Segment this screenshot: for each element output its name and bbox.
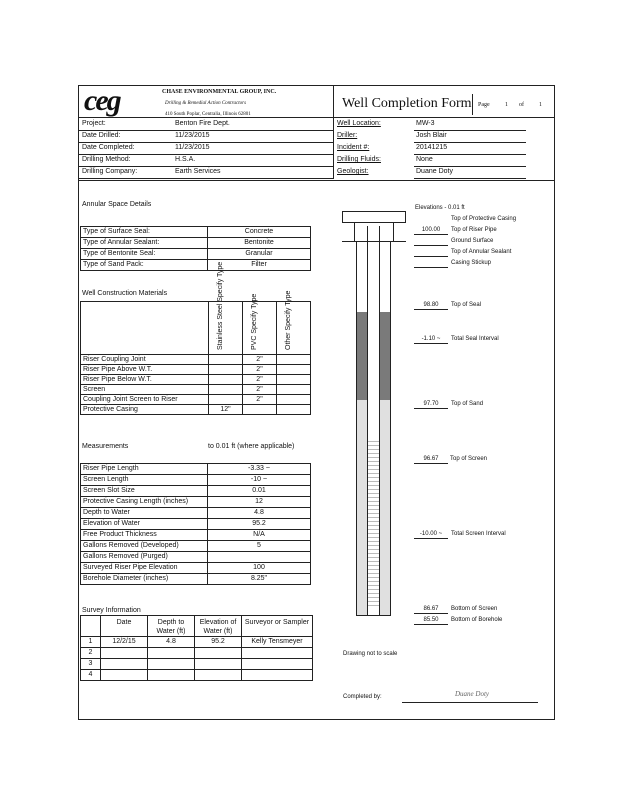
info-rule [78, 178, 333, 179]
measurement-value: 100 [207, 562, 311, 574]
survey-cell [194, 669, 242, 681]
construction-cell: 2" [242, 394, 277, 405]
company-logo: ceg [84, 84, 120, 117]
info-label: Drilling Fluids: [337, 156, 381, 163]
construction-cell: 2" [242, 354, 277, 365]
construction-row-label: Riser Coupling Joint [80, 354, 209, 365]
construction-cell: 2" [242, 364, 277, 375]
sand-pack-right [380, 400, 390, 615]
measurement-label: Surveyed Riser Pipe Elevation [80, 562, 208, 574]
measurement-value: -3.33 ~ [207, 463, 311, 475]
label-screen-interval: Total Screen Interval [451, 531, 506, 537]
measurement-value: 4.8 [207, 507, 311, 519]
survey-cell: 4.8 [147, 636, 195, 648]
info-rule [78, 166, 333, 167]
construction-header-cell [276, 301, 311, 355]
construction-row-label: Protective Casing [80, 404, 209, 415]
company-address: 410 South Poplar, Centralia, Illinois 62801 [165, 112, 251, 117]
label-seal-interval: Total Seal Interval [451, 336, 499, 342]
construction-header-text [251, 294, 259, 350]
measurement-value: 5 [207, 540, 311, 552]
label-bottom-borehole: Bottom of Borehole [451, 617, 503, 623]
measurement-label: Gallons Removed (Purged) [80, 551, 208, 563]
not-to-scale-note: Drawing not to scale [343, 651, 398, 657]
protective-casing [342, 211, 406, 223]
label-top-seal: Top of Seal [451, 302, 482, 308]
screen-interval-value: -10.00 ~ [414, 531, 448, 539]
construction-cell [276, 404, 311, 415]
info-value: Earth Services [175, 168, 221, 175]
measurement-label: Gallons Removed (Developed) [80, 540, 208, 552]
info-value: Josh Blair [416, 132, 447, 139]
info-label: Project: [82, 120, 106, 127]
bottom-screen-value: 86.67 [414, 606, 448, 614]
survey-cell [100, 669, 148, 681]
measurement-label: Riser Pipe Length [80, 463, 208, 475]
label-top-screen: Top of Screen [450, 456, 488, 462]
survey-header: Date [100, 615, 148, 637]
info-rule [414, 166, 526, 167]
measurement-value: 12 [207, 496, 311, 508]
info-value: 11/23/2015 [175, 132, 210, 139]
bottom-borehole-value: 85.50 [414, 617, 448, 625]
survey-cell: 3 [80, 658, 101, 670]
measurement-label: Screen Slot Size [80, 485, 208, 497]
info-value: 20141215 [416, 144, 448, 151]
survey-header-blank [80, 615, 101, 637]
measurements-note: to 0.01 ft (where applicable) [208, 443, 295, 450]
construction-row-label: Riser Pipe Below W.T. [80, 374, 209, 385]
construction-header-cell [242, 301, 277, 355]
survey-cell [147, 669, 195, 681]
info-label: Drilling Method: [82, 156, 131, 163]
page-of-label: of [519, 102, 524, 108]
info-rule [414, 142, 526, 143]
annular-value: Bentonite [207, 237, 311, 249]
construction-row-label: Riser Pipe Above W.T. [80, 364, 209, 375]
signature: Duane Doty [455, 690, 490, 698]
info-label: Well Location: [337, 120, 381, 127]
screen-elevation-value: 96.67 [414, 456, 448, 464]
annular-value: Concrete [207, 226, 311, 238]
info-rule [78, 154, 333, 155]
info-rule [78, 142, 333, 143]
annular-label: Type of Surface Seal: [80, 226, 208, 238]
construction-row-label: Coupling Joint Screen to Riser [80, 394, 209, 405]
annular-label: Type of Annular Sealant: [80, 237, 208, 249]
measurement-label: Protective Casing Length (inches) [80, 496, 208, 508]
annular-label: Type of Sand Pack: [80, 259, 208, 271]
survey-cell: 12/2/15 [100, 636, 148, 648]
info-value: Duane Doty [416, 168, 453, 175]
measurement-label: Borehole Diameter (inches) [80, 573, 208, 585]
completed-by-label: Completed by: [343, 694, 382, 700]
measurement-label: Elevation of Water [80, 518, 208, 530]
annular-label: Type of Bentonite Seal: [80, 248, 208, 260]
info-label: Date Drilled: [82, 132, 121, 139]
page-number: 1 [505, 102, 508, 108]
construction-row-label: Screen [80, 384, 209, 395]
survey-cell: Kelly Tensmeyer [241, 636, 313, 648]
measurement-value: 95.2 [207, 518, 311, 530]
well-screen [368, 438, 379, 608]
construction-header-blank [80, 301, 209, 355]
survey-cell: 1 [80, 636, 101, 648]
survey-cell: 4 [80, 669, 101, 681]
page-total: 1 [539, 102, 542, 108]
survey-header: Surveyor or Sampler [241, 615, 313, 637]
info-value: None [416, 156, 433, 163]
bentonite-seal-right [380, 312, 390, 400]
annular-value: Granular [207, 248, 311, 260]
info-value: MW-3 [416, 120, 435, 127]
measurement-label: Screen Length [80, 474, 208, 486]
annular-value: Filter [207, 259, 311, 271]
measurement-value: N/A [207, 529, 311, 541]
info-rule [414, 178, 526, 179]
info-value: H.S.A. [175, 156, 196, 163]
label-casing-stickup: Casing Stickup [451, 260, 492, 266]
info-value: Benton Fire Dept. [175, 120, 230, 127]
measurement-value: 0.01 [207, 485, 311, 497]
survey-cell [241, 669, 313, 681]
construction-header-text [217, 262, 225, 350]
bentonite-seal-left [357, 312, 367, 400]
page-label: Page [478, 102, 490, 108]
seal-interval-value: -1.10 ~ [414, 336, 448, 344]
label-top-protective: Top of Protective Casing [451, 216, 517, 222]
label-ground-surface: Ground Surface [451, 238, 494, 244]
sand-elevation-value: 97.70 [414, 401, 448, 409]
measurement-value: 8.25" [207, 573, 311, 585]
info-label: Driller: [337, 132, 358, 139]
construction-title: Well Construction Materials [82, 290, 168, 297]
sand-pack-left [357, 400, 367, 615]
survey-title: Survey Information [82, 607, 141, 614]
construction-header-text [285, 291, 293, 350]
construction-cell: 2" [242, 384, 277, 395]
construction-cell: 12" [208, 404, 243, 415]
label-top-riser: Top of Riser Pipe [451, 227, 497, 233]
elevations-title: Elevations - 0.01 ft [415, 205, 465, 211]
label-bottom-screen: Bottom of Screen [451, 606, 498, 612]
company-subtitle: Drilling & Remedial Action Contractors [165, 101, 247, 106]
info-rule [414, 154, 526, 155]
form-title: Well Completion Form [342, 96, 472, 111]
label-top-sand: Top of Sand [451, 401, 484, 407]
construction-header-cell [208, 301, 243, 355]
survey-cell: 2 [80, 647, 101, 659]
construction-cell [242, 404, 277, 415]
survey-header: Depth to Water (ft) [147, 615, 195, 637]
construction-header-label: Other Specify Type [285, 290, 292, 350]
info-rule [78, 130, 333, 131]
label-top-annular: Top of Annular Sealant [451, 249, 512, 255]
info-label: Geologist: [337, 168, 369, 175]
construction-header-label: PVC Specify Type [251, 293, 258, 350]
survey-header: Elevation of Water (ft) [194, 615, 242, 637]
seal-elevation-value: 98.80 [414, 302, 448, 310]
construction-header-label: Stainless Steel Specify Type [217, 261, 224, 350]
info-label: Date Completed: [82, 144, 135, 151]
measurement-label: Depth to Water [80, 507, 208, 519]
info-value: 11/23/2015 [175, 144, 210, 151]
info-rule [414, 130, 526, 131]
annular-title: Annular Space Details [82, 201, 152, 208]
construction-cell: 2" [242, 374, 277, 385]
measurements-title: Measurements [82, 443, 129, 450]
measurement-value: -10 ~ [207, 474, 311, 486]
info-label: Drilling Company: [82, 168, 138, 175]
company-name: CHASE ENVIRONMENTAL GROUP, INC. [162, 89, 277, 95]
info-label: Incident #: [337, 144, 370, 151]
survey-cell: 95.2 [194, 636, 242, 648]
measurement-label: Free Product Thickness [80, 529, 208, 541]
riser-elevation-value: 100.00 [414, 227, 448, 235]
